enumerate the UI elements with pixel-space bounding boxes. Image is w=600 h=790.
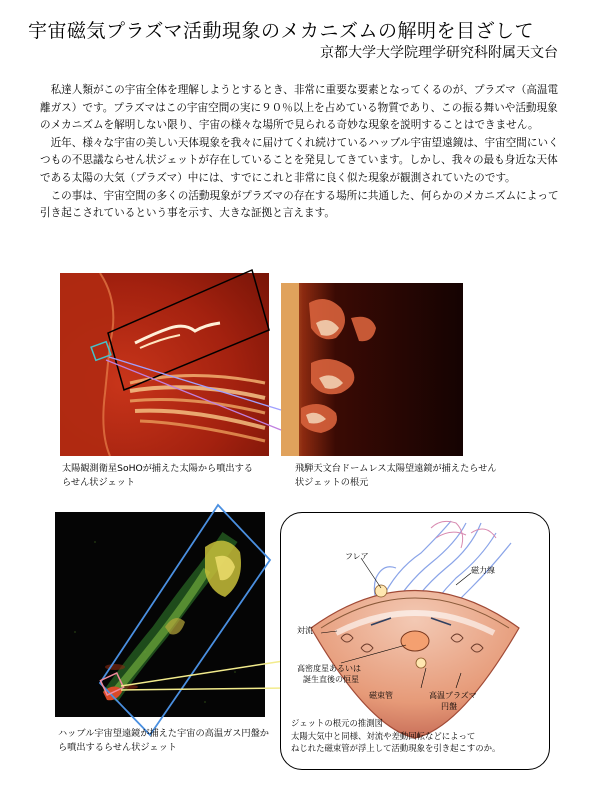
intro-paragraph-1: 私達人類がこの宇宙全体を理解しようとするとき、非常に重要な要素となってくるのが、プラズマ（高温電離ガス）です。プラズマはこの宇宙空間の実に９０％以上を占めている物質であり、この振る舞いや活動現象のメカニズムを解明しない限り、宇宙の様々な場所で見られる奇妙な現象を説明することはできません。 <box>40 84 559 132</box>
hida-caption: 飛騨天文台ドームレス太陽望遠鏡が捕えたらせん状ジェットの根元 <box>295 463 497 488</box>
label-dense-star: 高密度星あるいは <box>297 664 361 673</box>
label-disk: 円盤 <box>441 702 457 711</box>
jet-root-diagram <box>280 512 550 770</box>
label-flare: フレア <box>345 552 369 561</box>
soho-caption: 太陽観測衛星SoHOが捕えた太陽から噴出するらせん状ジェット <box>62 463 253 488</box>
intro-paragraph-3: この事は、宇宙空間の多くの活動現象がプラズマの存在する場所に共通した、何らかのメカニズムによって引き起こされているという事を示す、大きな証拠と言えます。 <box>40 189 559 220</box>
label-hot-plasma: 高温プラズマ <box>429 691 477 700</box>
label-flux-tube: 磁束管 <box>369 691 393 700</box>
page-title: 宇宙磁気プラズマ活動現象のメカニズムの解明を目ざして <box>28 20 535 42</box>
diagram-caption-title: ジェットの根元の推測図 <box>291 718 383 728</box>
soho-jet-image <box>60 273 269 456</box>
hubble-caption: ハッブル宇宙望遠鏡が捕えた宇宙の高温ガス円盤から噴出するらせん状ジェット <box>58 728 269 753</box>
intro-paragraph-2: 近年、様々な宇宙の美しい天体現象を我々に届けてくれ続けているハッブル宇宙望遠鏡は、宇宙空間にいくつもの不思議ならせん状ジェットが存在していることを発見してきています。しかし、我々の最も身近な天体である太陽の大気（プラズマ）中には、すでにこれと非常に良く似た現象が観測されていたのです。 <box>40 136 559 184</box>
label-dense-star-2: 誕生直後の恒星 <box>303 675 359 684</box>
label-magnetic-field-lines: 磁力線 <box>471 566 495 575</box>
intro-text <box>40 82 568 223</box>
label-convection: 対流 <box>297 626 313 635</box>
hida-jet-image <box>281 283 463 456</box>
institution-name: 京都大学大学院理学研究科附属天文台 <box>320 45 558 61</box>
diagram-caption-line1: 太陽大気中と同様、対流や差動回転などによって <box>291 731 476 741</box>
diagram-caption-line2: ねじれた磁束管が浮上して活動現象を引き起こすのか。 <box>291 743 501 753</box>
hubble-jet-image <box>55 512 265 717</box>
